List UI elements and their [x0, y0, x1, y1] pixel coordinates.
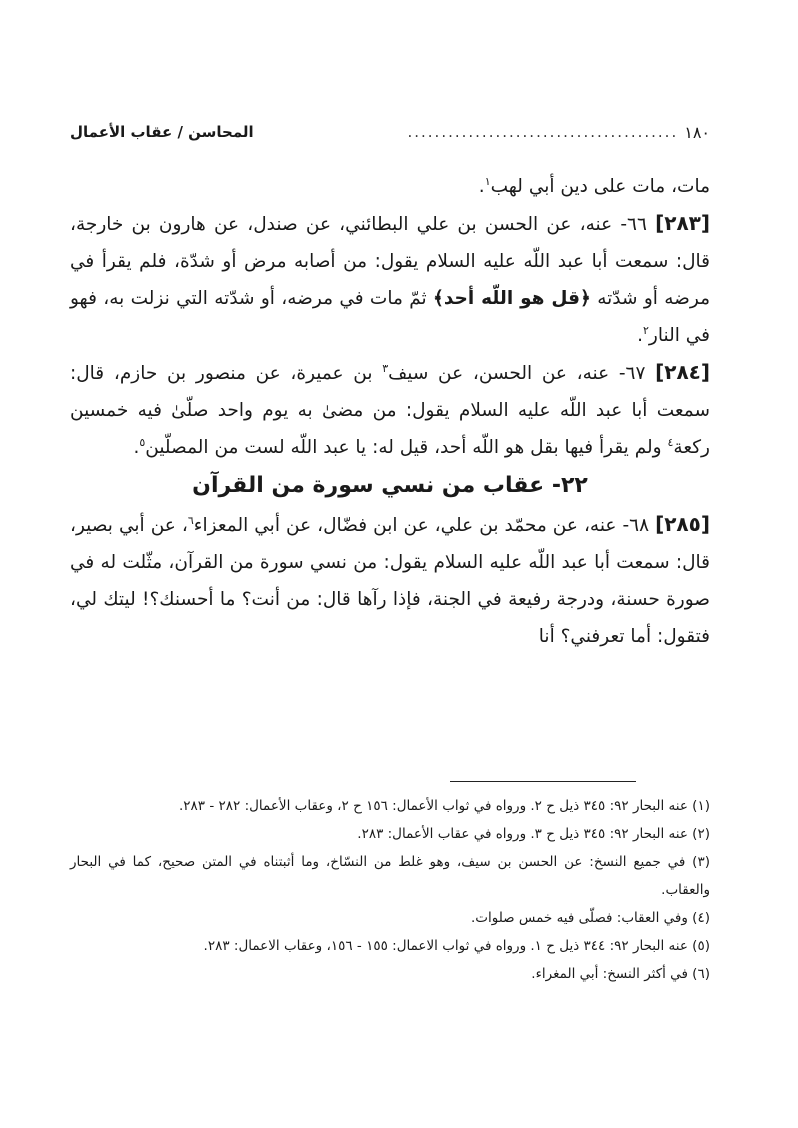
footnote-2: (٢) عنه البحار ٩٢: ٣٤٥ ذيل ح ٣. ورواه في عقاب الأعمال: ٢٨٣. [357, 826, 710, 842]
footnote-1: (١) عنه البحار ٩٢: ٣٤٥ ذيل ح ٢. ورواه في ثواب الأعمال: ١٥٦ ح ٢، وعقاب الأعمال: ٢٨٢ - ٢٨٣. [178, 798, 710, 814]
paragraph-text: ٦٧- عنه، عن الحسن، عن سيف [388, 363, 656, 384]
paragraph-text: ٦٨- عنه، عن محمّد بن علي، عن ابن فضّال، عن أبي المعزاء [193, 515, 656, 536]
section-heading: ٢٢- عقاب من نسي سورة من القرآن [192, 473, 588, 498]
footnote-ref: ٥ [139, 435, 146, 449]
footnote-ref: ٣ [382, 361, 389, 375]
footnotes [70, 792, 710, 988]
hadith-number: [٢٨٣] [655, 211, 710, 235]
footnote-ref: ٢ [643, 323, 649, 337]
paragraph-text: ، عن أبي بصير، قال: سمعت أبا عبد اللّه عليه السلام يقول: من نسي سورة من القرآن، مثّلت له في صورة حسنة، ودرجة رفيعة في الجنة، فإذا رآها قال: من أنت؟ ما أحسنك؟! ليتك لي، فتقول: أما تعرفني؟ أنا [70, 515, 710, 647]
footnote-separator [450, 781, 636, 782]
main-text [70, 168, 710, 655]
paragraph-text: ثمّ مات في مرضه، أو شدّته التي نزلت به، فهو في النار [70, 288, 710, 346]
quran-quote: ﴿قل هو اللّه أحد﴾ [433, 288, 591, 309]
page-number: ١٨٠ [684, 122, 710, 142]
footnote-5: (٥) عنه البحار ٩٢: ٣٤٤ ذيل ح ١. ورواه في ثواب الاعمال: ١٥٥ - ١٥٦، وعقاب الاعمال: ٢٨٣. [203, 938, 710, 954]
hadith-number: [٢٨٤] [655, 360, 710, 384]
hadith-283: [٢٨٣] ٦٦- عنه، عن الحسن بن علي البطائني، عن صندل، عن هارون بن خارجة، قال: سمعت أبا عبد اللّه عليه السلام يقول: من أصابه مرض أو شدّة، فلم يقرأ في مرضه أو شدّته ﴿قل هو اللّه أحد﴾ ثمّ مات في مرضه، أو شدّته التي نزلت به، فهو في النار$^٢$. [70, 211, 710, 346]
paragraph-text: مات، مات على دين أبي لهب [490, 176, 710, 197]
header-title: المحاسن / عقاب الأعمال [70, 123, 254, 141]
paragraph-text: ولم يقرأ فيها بقل هو اللّه أحد، قيل له: يا عبد اللّه لست من المصلّين [145, 437, 668, 458]
header-leader-dots: ........................................ [407, 123, 679, 141]
footnote-ref: ١ [484, 174, 491, 188]
footnote-4: (٤) وفي العقاب: فصلّى فيه خمس صلوات. [470, 910, 710, 926]
hadith-number: [٢٨٥] [655, 512, 710, 536]
running-header [70, 118, 710, 146]
hadith-284: [٢٨٤] ٦٧- عنه، عن الحسن، عن سيف$^٣$ بن عميرة، عن منصور بن حازم، قال: سمعت أبا عبد اللّه عليه السلام يقول: من مضىٰ به يوم واحد صلّىٰ فيه خمسين ركعة$^٤$ ولم يقرأ فيها بقل هو اللّه أحد، قيل له: يا عبد اللّه لست من المصلّين$^٥$. [70, 360, 710, 458]
paragraph-text: ٦٦- عنه، عن الحسن بن علي البطائني، عن صندل، عن هارون بن خارجة، قال: سمعت أبا عبد اللّه عليه السلام يقول: من أصابه مرض أو شدّة، فلم يقرأ في مرضه أو شدّته [70, 214, 710, 309]
footnote-ref: ٤ [667, 435, 674, 449]
footnote-6: (٦) في أكثر النسخ: أبي المغراء. [531, 966, 710, 982]
hadith-285 [70, 506, 710, 655]
paragraph-text: بن عميرة، عن منصور بن حازم، قال: سمعت أبا عبد اللّه عليه السلام يقول: من مضىٰ به يوم واحد صلّىٰ فيه خمسين ركعة [70, 363, 710, 458]
footnote-ref: ٦ [187, 513, 194, 527]
footnote-3: (٣) في جميع النسخ: عن الحسن بن سيف، وهو غلط من النسّاخ، وما أثبتناه في المتن صحيح، كما في البحار والعقاب. [70, 854, 710, 898]
paragraph-continuation: مات، مات على دين أبي لهب$^١$. [478, 174, 710, 197]
